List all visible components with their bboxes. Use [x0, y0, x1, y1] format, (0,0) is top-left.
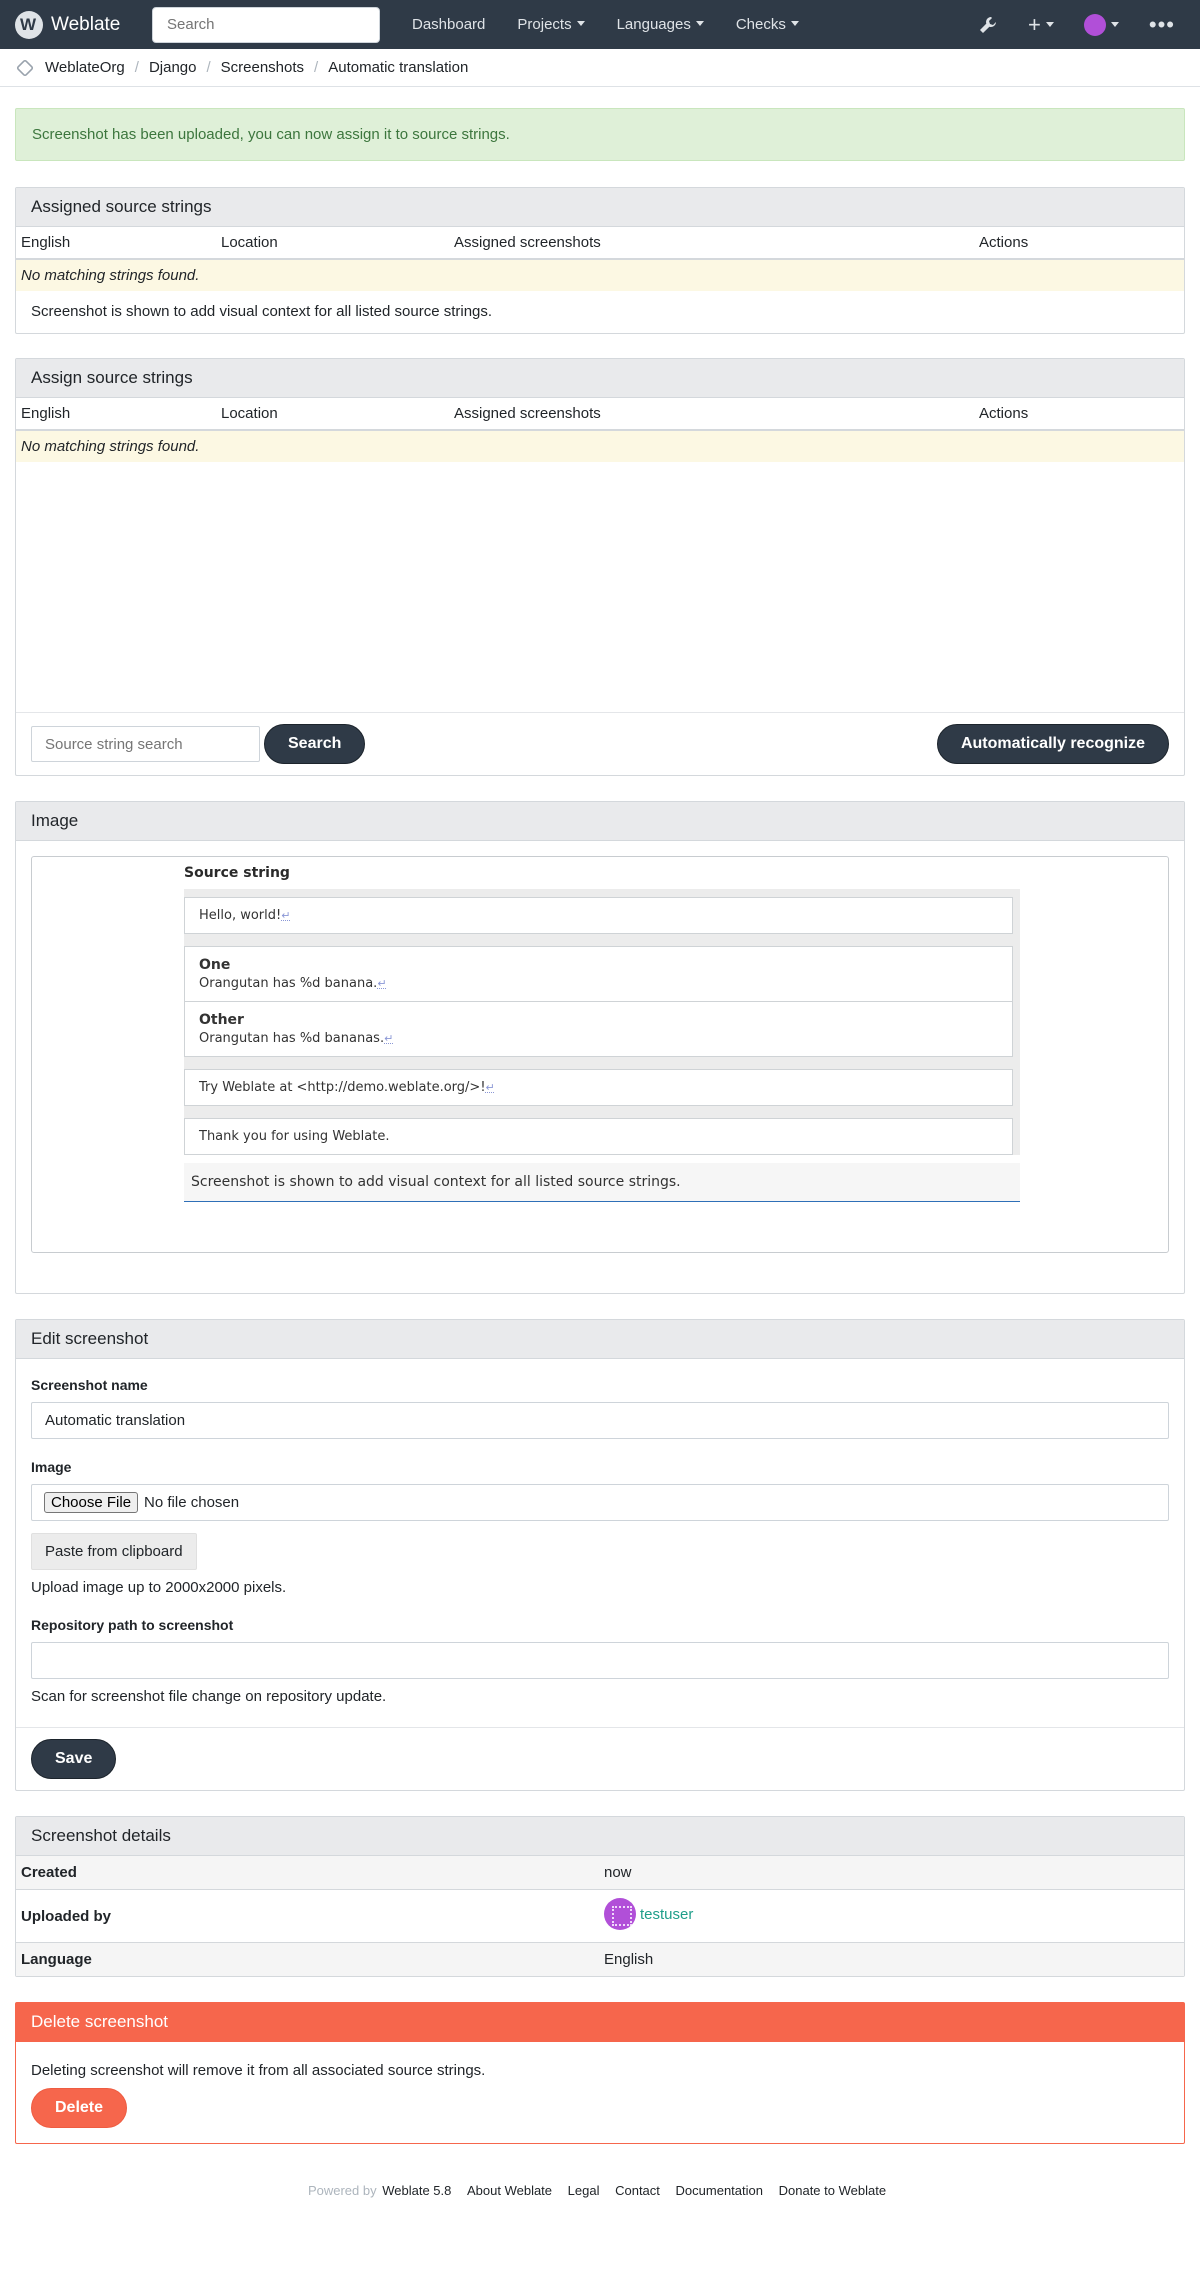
- footer-contact-link[interactable]: Contact: [615, 2183, 660, 2198]
- avatar: [1084, 14, 1106, 36]
- breadcrumb-screenshots[interactable]: Screenshots: [220, 59, 305, 76]
- source-string-search-input[interactable]: [31, 726, 260, 762]
- uploader-link[interactable]: [604, 1898, 693, 1930]
- top-navbar: [0, 0, 1200, 49]
- column-header: Actions: [974, 227, 1184, 259]
- nav-search-input[interactable]: [152, 7, 380, 43]
- screenshot-name-label: Screenshot name: [31, 1377, 148, 1393]
- edit-screenshot-panel: [15, 1319, 1185, 1791]
- repository-path-input[interactable]: [31, 1642, 1169, 1679]
- weblate-logo-icon: [15, 11, 43, 39]
- image-panel: [15, 801, 1185, 1294]
- chevron-down-icon: [791, 21, 799, 26]
- screenshot-image: [31, 856, 1169, 1253]
- powered-by-text: Powered by: [307, 2183, 377, 2198]
- image-file-input[interactable]: [31, 1484, 1169, 1521]
- screenshot-heading: Source string: [184, 865, 290, 881]
- panel-title: Screenshot details: [16, 1817, 1184, 1856]
- empty-row: No matching strings found.: [16, 259, 1184, 291]
- image-wrapper: [16, 841, 1184, 1293]
- column-header: English: [16, 227, 216, 259]
- chevron-down-icon: [577, 21, 585, 26]
- nav-dashboard-label: Dashboard: [412, 16, 486, 33]
- project-icon: [16, 58, 34, 76]
- screenshot-content: [184, 857, 1020, 1249]
- screenshot-string-card: [184, 897, 1013, 934]
- more-icon[interactable]: •••: [1148, 11, 1175, 37]
- nav-languages-label: Languages: [616, 16, 691, 33]
- chevron-down-icon: [696, 21, 704, 26]
- brand-name: Weblate: [51, 13, 121, 35]
- user-menu[interactable]: [1084, 14, 1119, 36]
- footer-version-link[interactable]: Weblate 5.8: [382, 2183, 452, 2198]
- delete-button[interactable]: Delete: [31, 2088, 127, 2128]
- assigned-strings-table: [16, 227, 1184, 291]
- assign-strings-table: [16, 398, 1184, 462]
- nav-projects-label: Projects: [517, 16, 572, 33]
- delete-screenshot-panel: [15, 2002, 1185, 2144]
- screenshot-name-input[interactable]: [31, 1402, 1169, 1439]
- repository-path-label: Repository path to screenshot: [31, 1617, 234, 1633]
- save-button[interactable]: Save: [31, 1739, 116, 1779]
- screenshot-string-list: [184, 889, 1020, 1155]
- empty-row: No matching strings found.: [16, 430, 1184, 462]
- breadcrumb-current[interactable]: Automatic translation: [328, 59, 469, 76]
- breadcrumb-separator: /: [134, 59, 139, 76]
- uploaded-by-label: Uploaded by: [16, 1890, 599, 1943]
- breadcrumb-org[interactable]: WeblateOrg: [45, 59, 125, 76]
- newline-icon: ↵: [485, 1081, 495, 1094]
- breadcrumb-separator: /: [314, 59, 319, 76]
- screenshot-string-text: Hello, world!: [199, 908, 282, 923]
- choose-file-button[interactable]: Choose File: [44, 1492, 138, 1513]
- file-status: No file chosen: [144, 1494, 240, 1511]
- newline-icon: ↵: [281, 909, 291, 922]
- nav-dashboard[interactable]: [396, 16, 501, 33]
- form-actions: [16, 1727, 1184, 1790]
- newline-icon: ↵: [377, 977, 387, 990]
- panel-title: Delete screenshot: [16, 2003, 1184, 2042]
- avatar: [604, 1898, 636, 1930]
- page-footer: [15, 2144, 1185, 2242]
- details-table: [16, 1856, 1184, 1976]
- screenshot-string-card: [184, 946, 1013, 1057]
- image-label: Image: [31, 1459, 72, 1475]
- panel-title: Edit screenshot: [16, 1320, 1184, 1359]
- nav-projects[interactable]: [501, 16, 600, 33]
- assign-results-area: [16, 462, 1184, 712]
- footer-donate-link[interactable]: Donate to Weblate: [778, 2183, 887, 2198]
- assigned-strings-panel: [15, 187, 1185, 334]
- column-header: Location: [216, 227, 449, 259]
- column-header: Location: [216, 398, 449, 430]
- breadcrumb-separator: /: [206, 59, 211, 76]
- column-header: Assigned screenshots: [449, 227, 974, 259]
- screenshot-string-text: Orangutan has %d banana.: [199, 976, 378, 991]
- table-row: [16, 1943, 1184, 1977]
- language-label: Language: [16, 1943, 599, 1977]
- footer-legal-link[interactable]: Legal: [567, 2183, 600, 2198]
- brand[interactable]: [15, 11, 152, 39]
- assign-search-bar: [16, 712, 1184, 775]
- breadcrumb: [0, 49, 1200, 87]
- column-header: Actions: [974, 398, 1184, 430]
- screenshot-string-card: [184, 1118, 1013, 1155]
- screenshot-string-text: Thank you for using Weblate.: [199, 1129, 390, 1144]
- plus-icon: +: [1028, 11, 1041, 37]
- table-row: [16, 1856, 1184, 1890]
- panel-title: Assign source strings: [16, 359, 1184, 398]
- created-value: now: [599, 1856, 1184, 1890]
- panel-title: Assigned source strings: [16, 188, 1184, 227]
- uploader-name: testuser: [640, 1905, 694, 1923]
- created-label: Created: [16, 1856, 599, 1890]
- delete-warning-text: Deleting screenshot will remove it from all associated source strings.: [31, 2062, 486, 2079]
- screenshot-details-panel: [15, 1816, 1185, 1977]
- footer-about-link[interactable]: About Weblate: [466, 2183, 553, 2198]
- assigned-help: Screenshot is shown to add visual context for all listed source strings.: [31, 303, 493, 320]
- language-value: English: [599, 1943, 1184, 1977]
- nav-languages[interactable]: [601, 16, 720, 33]
- edit-form: [16, 1359, 1184, 1705]
- auto-recognize-button[interactable]: Automatically recognize: [937, 724, 1169, 764]
- nav-checks[interactable]: [720, 16, 815, 33]
- column-header: Assigned screenshots: [449, 398, 974, 430]
- nav-checks-label: Checks: [735, 16, 786, 33]
- plural-label: Other: [199, 1012, 244, 1028]
- screenshot-string-text: Try Weblate at <http://demo.weblate.org/>!: [199, 1080, 486, 1095]
- panel-title: Image: [16, 802, 1184, 841]
- success-alert: Screenshot has been uploaded, you can now assign it to source strings.: [15, 108, 1185, 161]
- wrench-icon[interactable]: [978, 15, 998, 35]
- screenshot-footer-text: Screenshot is shown to add visual context for all listed source strings.: [184, 1163, 1020, 1202]
- footer-documentation-link[interactable]: Documentation: [675, 2183, 763, 2198]
- image-help-text: Upload image up to 2000x2000 pixels.: [31, 1579, 287, 1596]
- paste-clipboard-button[interactable]: Paste from clipboard: [31, 1533, 197, 1570]
- plural-label: One: [199, 957, 231, 973]
- repository-help-text: Scan for screenshot file change on repository update.: [31, 1688, 387, 1705]
- search-button[interactable]: Search: [264, 724, 365, 764]
- screenshot-string-card: [184, 1069, 1013, 1106]
- nav-right: [978, 12, 1185, 38]
- chevron-down-icon: [1111, 22, 1119, 27]
- nav-links: [396, 16, 815, 33]
- delete-body: [16, 2042, 1184, 2143]
- breadcrumb-project[interactable]: Django: [148, 59, 197, 76]
- add-menu[interactable]: [1028, 11, 1054, 37]
- screenshot-string-text: Orangutan has %d bananas.: [199, 1031, 385, 1046]
- newline-icon: ↵: [384, 1032, 394, 1045]
- assign-strings-panel: [15, 358, 1185, 776]
- column-header: English: [16, 398, 216, 430]
- chevron-down-icon: [1046, 22, 1054, 27]
- main-content: [0, 108, 1200, 2242]
- table-row: [16, 1890, 1184, 1943]
